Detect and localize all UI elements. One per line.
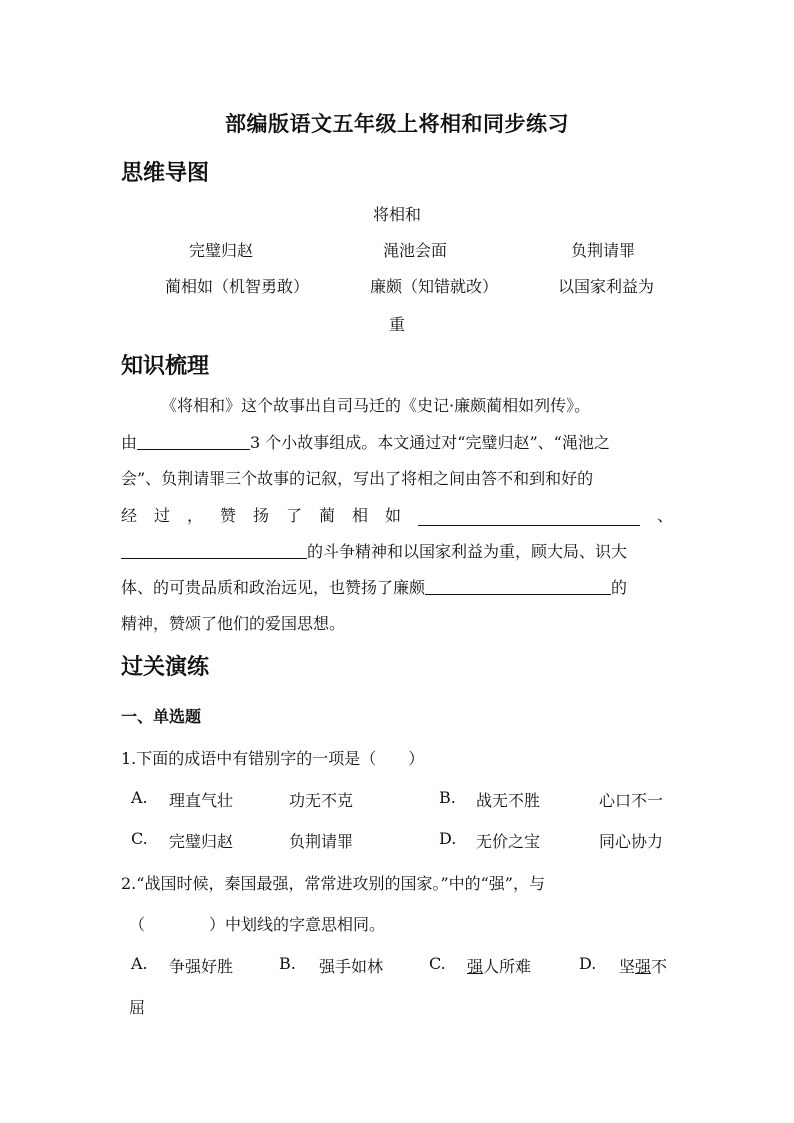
knowledge-text: 的斗争精神和以国家利益为重，顾大局、识大 — [307, 542, 628, 561]
option-text: 坚 — [619, 957, 636, 976]
option-letter: D. — [439, 829, 457, 848]
option-text: 不 — [651, 957, 668, 976]
option-idiom: 完璧归赵 — [169, 832, 234, 851]
knowledge-line-6 — [121, 578, 673, 598]
mind-map-story: 渑池会面 — [383, 241, 448, 260]
mind-map-root: 将相和 — [372, 205, 421, 224]
mind-map-person-tail: 重 — [388, 315, 405, 334]
fill-blank-story-count[interactable] — [137, 433, 250, 450]
option-idiom: 争强好胜 — [169, 957, 234, 976]
option-text: 人所难 — [483, 957, 532, 976]
knowledge-char: 扬 — [253, 506, 270, 525]
knowledge-char: 经 — [121, 506, 138, 525]
knowledge-line-1: 《将相和》这个故事出自司马迁的《史记·廉颇蔺相如列传》。 — [161, 396, 591, 415]
question-2-option-d-tail: 屈 — [129, 998, 146, 1017]
fill-blank-lin-xiangru-1[interactable] — [418, 509, 640, 526]
question-2-stem-continued: （ ）中划线的字意思相同。 — [129, 915, 386, 934]
section-practice-heading: 过关演练 — [121, 655, 210, 680]
question-1-stem: 1.下面的成语中有错别字的一项是（ ） — [121, 749, 425, 768]
option-idiom: 同心协力 — [599, 832, 664, 851]
knowledge-line-7: 精神，赞颂了他们的爱国思想。 — [121, 614, 346, 633]
option-letter: D. — [579, 954, 597, 973]
option-idiom — [467, 954, 531, 977]
knowledge-text: 体、的可贵品质和政治远见，也赞扬了廉颇 — [121, 578, 426, 597]
option-letter: B. — [439, 788, 456, 807]
knowledge-char: 相 — [352, 506, 369, 525]
option-idiom — [619, 954, 667, 977]
document-title: 部编版语文五年级上将相和同步练习 — [225, 112, 569, 136]
knowledge-text: 3 个小故事组成。本文通过对“完璧归赵”、“渑池之 — [250, 433, 610, 452]
mind-map-person: 蔺相如（机智勇敢） — [165, 277, 310, 296]
section-mind-map-heading: 思维导图 — [121, 161, 210, 186]
option-idiom: 负荆请罪 — [289, 832, 354, 851]
underlined-char: 强 — [467, 957, 484, 976]
option-letter: A. — [131, 788, 148, 807]
knowledge-line-3: 会”、负荆请罪三个故事的记叙，写出了将相之间由答不和到和好的 — [121, 469, 594, 488]
mind-map-story: 完璧归赵 — [189, 241, 254, 260]
knowledge-line-4 — [121, 506, 673, 526]
knowledge-char: ， — [187, 506, 204, 525]
knowledge-text: 由 — [121, 433, 138, 452]
fill-blank-lian-po[interactable] — [425, 578, 611, 595]
option-letter: C. — [131, 829, 148, 848]
option-idiom: 无价之宝 — [476, 832, 541, 851]
section-knowledge-heading: 知识梳理 — [121, 354, 210, 379]
knowledge-char: 如 — [385, 506, 402, 525]
knowledge-char: 蔺 — [319, 506, 336, 525]
option-letter: A. — [131, 954, 148, 973]
knowledge-text: 的 — [611, 578, 628, 597]
option-idiom: 战无不胜 — [476, 791, 541, 810]
knowledge-line-5 — [121, 542, 673, 562]
question-2-stem: 2.“战国时候，秦国最强，常常进攻别的国家。”中的“强”，与 — [121, 874, 545, 893]
mind-map-story: 负荆请罪 — [571, 241, 636, 260]
knowledge-char: 了 — [286, 506, 303, 525]
mind-map-person: 以国家利益为 — [558, 277, 655, 296]
option-letter: C. — [429, 954, 446, 973]
option-idiom: 强手如林 — [319, 957, 384, 976]
fill-blank-lin-xiangru-2[interactable] — [121, 542, 307, 559]
subsection-single-choice: 一、单选题 — [121, 707, 202, 726]
option-idiom: 心口不一 — [599, 791, 664, 810]
knowledge-line-2 — [121, 433, 673, 453]
option-idiom: 理直气壮 — [169, 791, 234, 810]
knowledge-char: 过 — [154, 506, 171, 525]
option-idiom: 功无不克 — [289, 791, 354, 810]
option-letter: B. — [279, 954, 296, 973]
knowledge-char: 赞 — [220, 506, 237, 525]
mind-map-person: 廉颇（知错就改） — [370, 277, 499, 296]
knowledge-char: 、 — [656, 506, 673, 525]
underlined-char: 强 — [635, 957, 652, 976]
